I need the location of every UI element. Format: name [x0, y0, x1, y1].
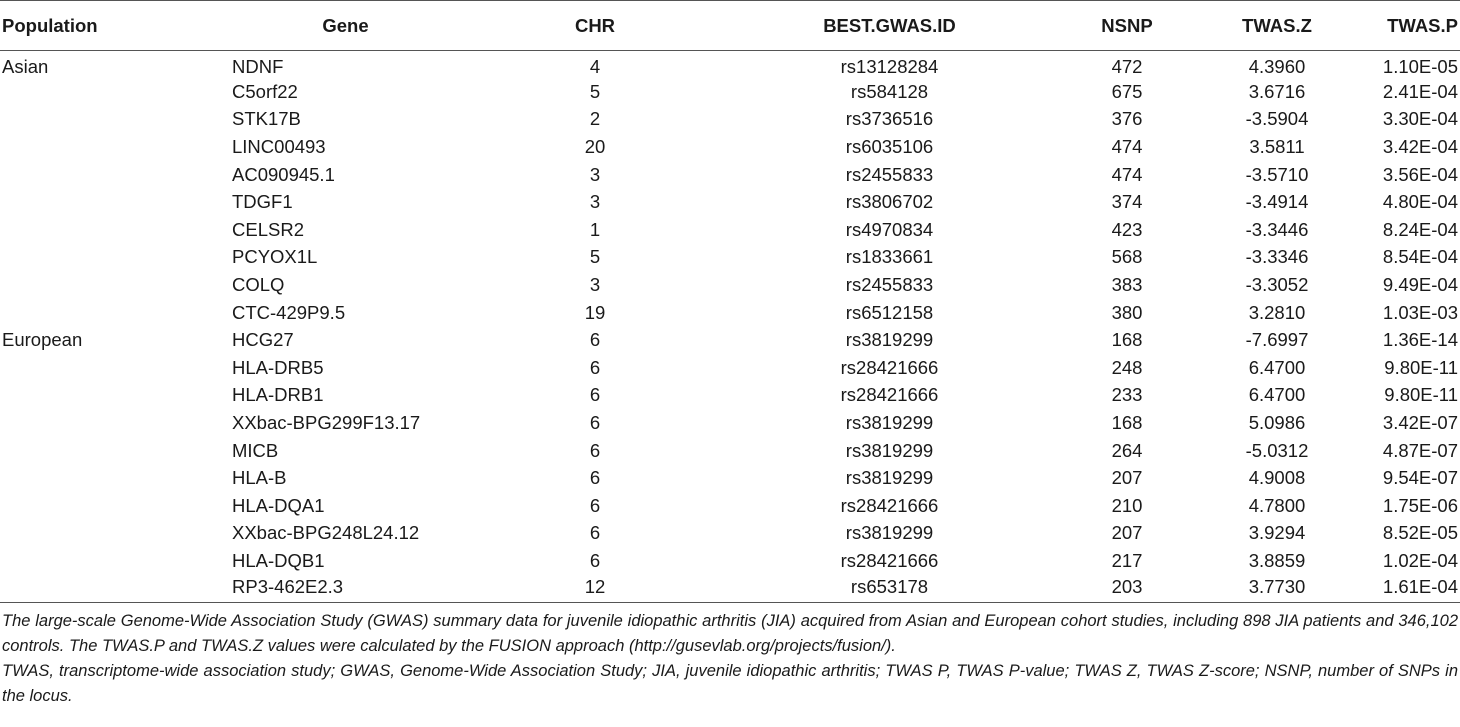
- cell-population: [0, 575, 228, 603]
- cell-best-gwas-id: rs6035106: [845, 136, 934, 158]
- table-row: [0, 299, 1460, 327]
- table-row: [0, 106, 1460, 134]
- cell-chr: 6: [589, 494, 601, 516]
- cell-population: [0, 216, 228, 244]
- cell-population: [0, 244, 228, 272]
- header-best-gwas-id: BEST.GWAS.ID: [727, 1, 1052, 51]
- cell-best-gwas-id: rs28421666: [840, 494, 939, 516]
- cell-nsnp: 376: [1111, 108, 1143, 130]
- cell-twas-p: 8.52E-05: [1382, 522, 1458, 544]
- cell-best-gwas-id: rs3819299: [845, 439, 934, 461]
- cell-nsnp: 474: [1111, 163, 1143, 185]
- cell-twas-p: 4.87E-07: [1382, 439, 1458, 461]
- cell-gene: AC090945.1: [232, 163, 335, 185]
- cell-twas-p: 3.42E-07: [1382, 412, 1458, 434]
- table-row: [0, 354, 1460, 382]
- table-body: [0, 51, 1460, 603]
- cell-twas-p: 1.75E-06: [1382, 494, 1458, 516]
- cell-chr: 6: [589, 522, 601, 544]
- cell-twas-z: 5.0986: [1248, 412, 1306, 434]
- cell-twas-z: -5.0312: [1245, 439, 1309, 461]
- cell-population: [0, 354, 228, 382]
- cell-gene: COLQ: [232, 274, 285, 296]
- cell-chr: 3: [589, 274, 601, 296]
- cell-gene: RP3-462E2.3: [228, 575, 463, 603]
- cell-twas-z: -3.3052: [1245, 274, 1309, 296]
- cell-gene: CELSR2: [232, 218, 304, 240]
- header-twas-z: TWAS.Z: [1202, 1, 1352, 51]
- table-row: [0, 161, 1460, 189]
- cell-nsnp: 168: [1111, 412, 1143, 434]
- cell-twas-p: 9.80E-11: [1384, 384, 1458, 406]
- cell-gene: TDGF1: [232, 191, 293, 213]
- cell-nsnp: 383: [1111, 274, 1143, 296]
- cell-population: [0, 409, 228, 437]
- table-row: [0, 326, 1460, 354]
- cell-gene: NDNF: [232, 55, 284, 77]
- cell-gene: HLA-DQA1: [232, 494, 325, 516]
- cell-chr: 2: [589, 108, 601, 130]
- cell-population: [0, 464, 228, 492]
- cell-chr: 5: [589, 80, 601, 102]
- cell-nsnp: 568: [1111, 246, 1143, 268]
- cell-twas-z: 6.4700: [1248, 384, 1306, 406]
- cell-population: [0, 382, 228, 410]
- cell-twas-p: 9.49E-04: [1382, 274, 1458, 296]
- cell-twas-p: 1.02E-04: [1382, 549, 1458, 571]
- table-row: [0, 133, 1460, 161]
- header-row: [0, 1, 1460, 51]
- cell-twas-z: 4.9008: [1248, 467, 1306, 489]
- cell-gene: LINC00493: [232, 136, 326, 158]
- header-nsnp: NSNP: [1052, 1, 1202, 51]
- cell-best-gwas-id: rs3806702: [845, 191, 934, 213]
- cell-twas-z: 4.3960: [1248, 55, 1306, 77]
- cell-nsnp: 233: [1111, 384, 1143, 406]
- cell-best-gwas-id: rs653178: [727, 575, 1052, 603]
- table-row: [0, 520, 1460, 548]
- cell-twas-p: 1.03E-03: [1382, 301, 1458, 323]
- cell-population: Asian: [2, 55, 49, 77]
- cell-chr: 6: [589, 549, 601, 571]
- cell-chr: 3: [589, 191, 601, 213]
- cell-best-gwas-id: rs6512158: [845, 301, 934, 323]
- cell-chr: 19: [584, 301, 606, 323]
- cell-nsnp: 264: [1111, 439, 1143, 461]
- cell-population: [0, 78, 228, 106]
- cell-twas-z: -3.4914: [1245, 191, 1309, 213]
- cell-chr: 4: [589, 55, 601, 77]
- cell-nsnp: 675: [1111, 80, 1143, 102]
- cell-gene: MICB: [232, 439, 279, 461]
- table-row: [0, 271, 1460, 299]
- header-gene: Gene: [228, 1, 463, 51]
- cell-chr: 6: [589, 384, 601, 406]
- cell-twas-p: 3.42E-04: [1382, 136, 1458, 158]
- cell-population: [0, 492, 228, 520]
- cell-twas-z: 3.9294: [1248, 522, 1306, 544]
- table-row: [0, 437, 1460, 465]
- cell-best-gwas-id: rs2455833: [845, 274, 934, 296]
- cell-best-gwas-id: rs2455833: [845, 163, 934, 185]
- cell-twas-p: 9.80E-11: [1384, 356, 1458, 378]
- cell-twas-z: 3.6716: [1248, 80, 1306, 102]
- cell-nsnp: 474: [1111, 136, 1143, 158]
- cell-twas-p: 3.56E-04: [1382, 163, 1458, 185]
- cell-nsnp: 203: [1052, 575, 1202, 603]
- cell-nsnp: 374: [1111, 191, 1143, 213]
- cell-nsnp: 248: [1111, 356, 1143, 378]
- cell-chr: 5: [589, 246, 601, 268]
- cell-population: [0, 271, 228, 299]
- cell-population: [0, 437, 228, 465]
- table-row: [0, 244, 1460, 272]
- cell-nsnp: 472: [1111, 55, 1143, 77]
- cell-twas-p: 1.10E-05: [1382, 55, 1458, 77]
- cell-nsnp: 210: [1111, 494, 1143, 516]
- footnote-data-source: The large-scale Genome-Wide Association Study (GWAS) summary data for juvenile idiopathic arthritis (JIA) acquired from Asian and European cohort studies, including 898 JIA patients and 346,102 controls. The TWAS.P and TWAS.Z values were calculated by the FUSION approach (http://gusevlab.org/projects/fusion/).: [2, 612, 1458, 655]
- cell-nsnp: 217: [1111, 549, 1143, 571]
- cell-best-gwas-id: rs13128284: [840, 55, 939, 77]
- cell-nsnp: 207: [1111, 522, 1143, 544]
- cell-gene: C5orf22: [232, 80, 298, 102]
- header-twas-p: TWAS.P: [1352, 1, 1460, 51]
- cell-twas-z: 3.5811: [1249, 136, 1305, 158]
- cell-gene: HLA-DQB1: [232, 549, 325, 571]
- cell-population: [0, 133, 228, 161]
- table-row: [0, 51, 1460, 79]
- cell-nsnp: 207: [1111, 467, 1143, 489]
- cell-twas-z: 6.4700: [1248, 356, 1306, 378]
- cell-best-gwas-id: rs3819299: [845, 522, 934, 544]
- cell-best-gwas-id: rs4970834: [845, 218, 934, 240]
- cell-chr: 6: [589, 467, 601, 489]
- cell-best-gwas-id: rs28421666: [840, 384, 939, 406]
- table-row: [0, 382, 1460, 410]
- cell-twas-p: 2.41E-04: [1382, 80, 1458, 102]
- cell-chr: 12: [463, 575, 727, 603]
- table-row: [0, 409, 1460, 437]
- cell-best-gwas-id: rs1833661: [845, 246, 934, 268]
- cell-gene: HLA-DRB1: [232, 384, 324, 406]
- cell-nsnp: 168: [1111, 329, 1143, 351]
- cell-population: [0, 299, 228, 327]
- cell-gene: PCYOX1L: [232, 246, 318, 268]
- cell-twas-p: 4.80E-04: [1382, 191, 1458, 213]
- table-row: [0, 216, 1460, 244]
- cell-twas-z: -7.6997: [1245, 329, 1309, 351]
- table-header: [0, 1, 1460, 51]
- table-row: [0, 575, 1460, 603]
- cell-population: [0, 520, 228, 548]
- cell-gene: CTC-429P9.5: [232, 301, 346, 323]
- cell-best-gwas-id: rs3819299: [845, 467, 934, 489]
- cell-best-gwas-id: rs28421666: [840, 356, 939, 378]
- table-row: [0, 188, 1460, 216]
- cell-twas-z: 3.2810: [1248, 301, 1306, 323]
- cell-twas-z: 4.7800: [1248, 494, 1306, 516]
- cell-best-gwas-id: rs3819299: [845, 412, 934, 434]
- footnote-abbreviations: TWAS, transcriptome-wide association study; GWAS, Genome-Wide Association Study; JIA, juvenile idiopathic arthritis; TWAS P, TWAS P-value; TWAS Z, TWAS Z-score; NSNP, number of SNPs in the locus.: [2, 662, 1458, 705]
- cell-twas-z: -3.3346: [1245, 246, 1309, 268]
- cell-gene: HLA-DRB5: [232, 356, 324, 378]
- table-row: [0, 547, 1460, 575]
- cell-gene: HLA-B: [232, 467, 287, 489]
- cell-chr: 6: [589, 329, 601, 351]
- cell-twas-p: 8.24E-04: [1382, 218, 1458, 240]
- cell-chr: 6: [589, 356, 601, 378]
- cell-population: [0, 106, 228, 134]
- cell-population: European: [2, 329, 83, 351]
- header-population: Population: [0, 1, 228, 51]
- cell-chr: 3: [589, 163, 601, 185]
- cell-best-gwas-id: rs584128: [850, 80, 929, 102]
- table-footnotes: [2, 609, 1458, 709]
- cell-best-gwas-id: rs28421666: [840, 549, 939, 571]
- cell-gene: HCG27: [232, 329, 294, 351]
- table-row: [0, 464, 1460, 492]
- cell-twas-p: 1.61E-04: [1352, 575, 1460, 603]
- cell-twas-z: 3.7730: [1202, 575, 1352, 603]
- cell-nsnp: 380: [1111, 301, 1143, 323]
- cell-chr: 1: [589, 218, 601, 240]
- cell-population: [0, 188, 228, 216]
- cell-best-gwas-id: rs3819299: [845, 329, 934, 351]
- cell-gene: XXbac-BPG248L24.12: [232, 522, 420, 544]
- cell-best-gwas-id: rs3736516: [845, 108, 934, 130]
- cell-twas-z: -3.5710: [1245, 163, 1309, 185]
- cell-twas-z: 3.8859: [1248, 549, 1306, 571]
- cell-twas-p: 3.30E-04: [1382, 108, 1458, 130]
- cell-chr: 20: [584, 136, 606, 158]
- cell-chr: 6: [589, 439, 601, 461]
- table-row: [0, 78, 1460, 106]
- cell-twas-p: 1.36E-14: [1382, 329, 1458, 351]
- cell-gene: XXbac-BPG299F13.17: [232, 412, 421, 434]
- cell-twas-z: -3.5904: [1245, 108, 1309, 130]
- cell-nsnp: 423: [1111, 218, 1143, 240]
- header-chr: CHR: [463, 1, 727, 51]
- cell-population: [0, 161, 228, 189]
- cell-twas-p: 8.54E-04: [1382, 246, 1458, 268]
- cell-chr: 6: [589, 412, 601, 434]
- table-row: [0, 492, 1460, 520]
- cell-twas-p: 9.54E-07: [1382, 467, 1458, 489]
- cell-gene: STK17B: [232, 108, 301, 130]
- cell-twas-z: -3.3446: [1245, 218, 1309, 240]
- cell-population: [0, 547, 228, 575]
